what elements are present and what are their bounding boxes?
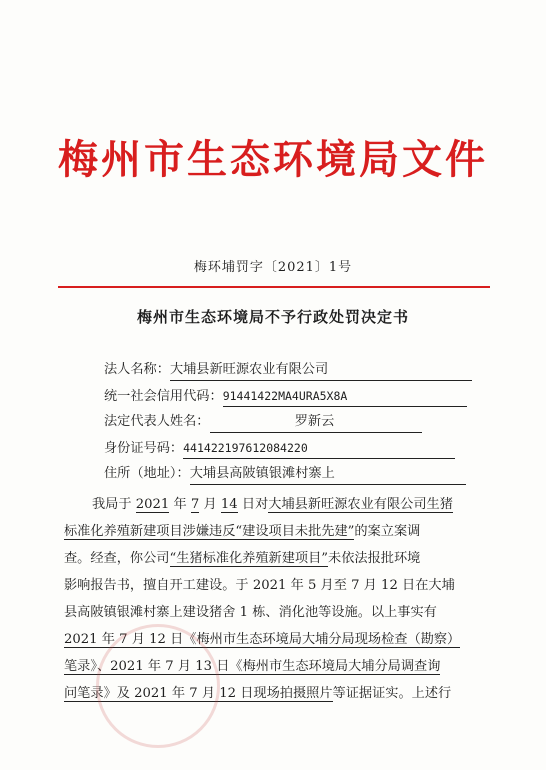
- body-line: 笔录》、2021 年 7 月 13 日《梅州市生态环境局大埔分局调查询: [64, 659, 441, 674]
- credit-code-field: [104, 386, 467, 407]
- id-number-field: [104, 438, 455, 459]
- body-line: 我局于 2021 年 7 月 14 日对大埔县新旺源农业有限公司生猪: [92, 497, 453, 512]
- address-value: 大埔县高陂镇银滩村寨上: [190, 464, 466, 485]
- body-line: 2021 年 7 月 12 日《梅州市生态环境局大埔分局现场检查（勘察）: [64, 632, 461, 647]
- official-seal-stamp: [96, 624, 220, 748]
- document-number: 梅环埔罚字〔2021〕1号: [193, 260, 353, 275]
- legal-name-label: 法人名称：: [104, 362, 170, 377]
- representative-field: [104, 412, 422, 433]
- id-number-label: 身份证号码：: [104, 441, 184, 456]
- address-label: 住所（地址）：: [104, 466, 190, 481]
- address-field: [104, 464, 466, 485]
- body-line: 影响报告书，擅自开工建设。于 2021 年 5 月至 7 月 12 日在大埔: [64, 578, 455, 593]
- credit-code-label: 统一社会信用代码：: [104, 389, 223, 404]
- legal-name-field: [104, 360, 472, 381]
- body-line: 标准化养殖新建项目涉嫌违反“建设项目未批先建”的案立案调: [64, 524, 421, 539]
- legal-name-value: 大埔县新旺源农业有限公司: [170, 360, 472, 381]
- body-line: 查。经查，你公司“生猪标准化养殖新建项目”未依法报批环境: [64, 551, 421, 566]
- decision-title: 梅州市生态环境局不予行政处罚决定书: [136, 308, 409, 326]
- body-line: 县高陂镇银滩村寨上建设猪舍 1 栋、消化池等设施。以上事实有: [64, 605, 437, 620]
- red-divider-line: [58, 286, 490, 288]
- body-line: 问笔录》及 2021 年 7 月 12 日现场拍摄照片等证据证实。上述行: [64, 686, 452, 701]
- representative-value: 罗新云: [210, 412, 422, 433]
- document-header-title: 梅州市生态环境局文件: [58, 137, 488, 183]
- representative-label: 法定代表人姓名：: [104, 414, 210, 429]
- credit-code-value: 91441422MA4URA5X8A: [223, 386, 467, 407]
- id-number-value: 441422197612084220: [183, 438, 455, 459]
